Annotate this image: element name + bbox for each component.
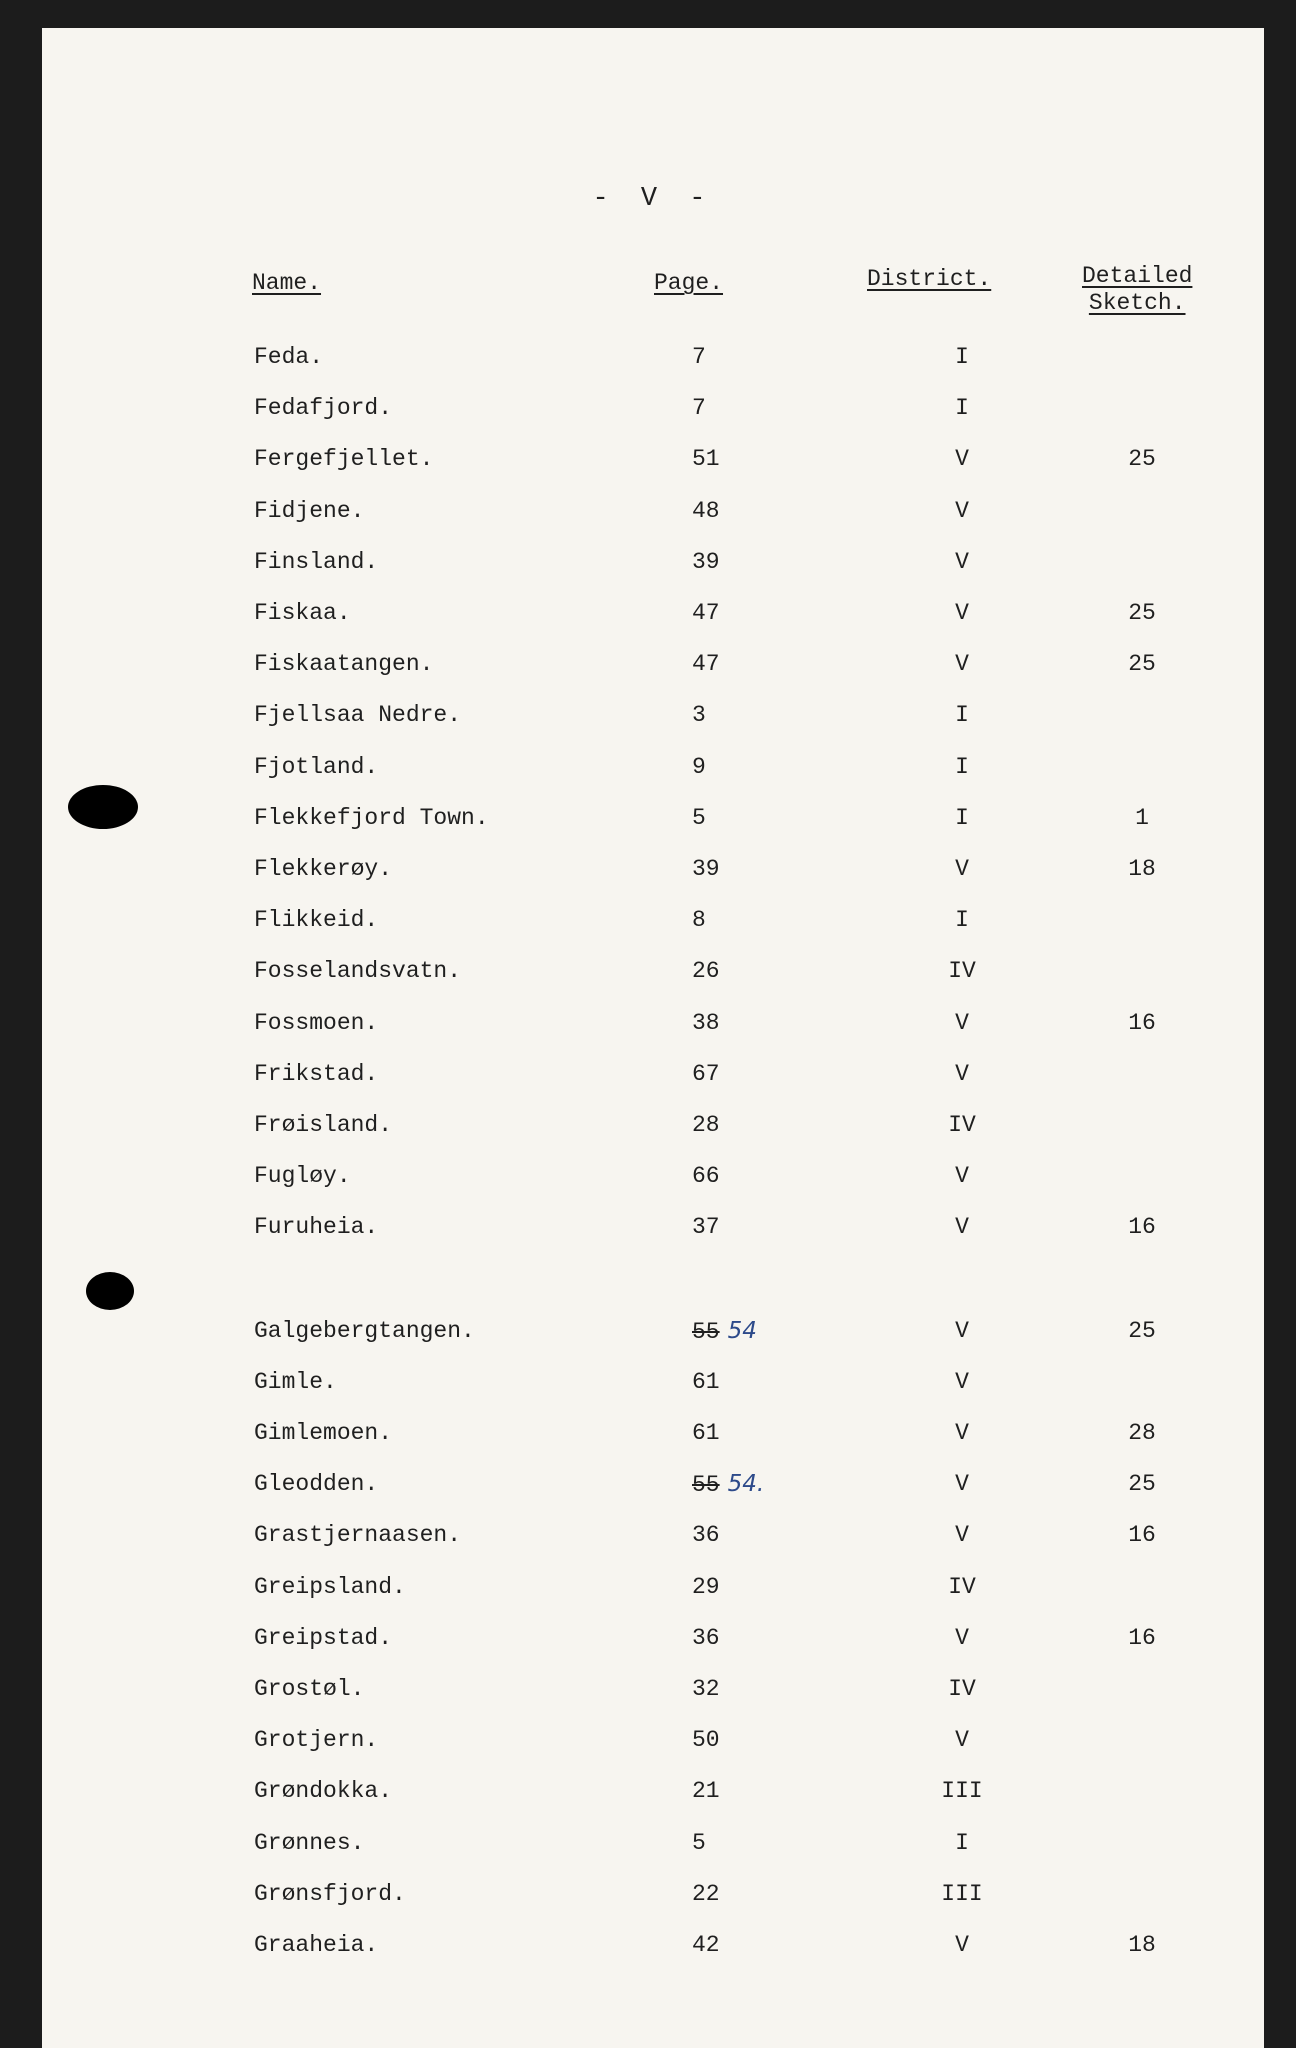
entry-page-number: 22 (692, 1881, 720, 1907)
entry-page (692, 596, 812, 630)
entry-detailed-sketch: 16 (1128, 1522, 1156, 1548)
entry-page (692, 647, 812, 681)
entry-district: V (955, 1420, 969, 1446)
document-page (42, 28, 1264, 2048)
entry-name: Fossmoen. (254, 1010, 379, 1036)
entry-page (692, 852, 812, 886)
entry-district: III (941, 1881, 983, 1907)
entry-name: Grøndokka. (254, 1778, 393, 1804)
entry-district: III (941, 1778, 983, 1804)
entry-district: I (955, 805, 969, 831)
entry-name: Frøisland. (254, 1112, 393, 1138)
entry-district: IV (948, 1574, 976, 1600)
entry-page-number: 39 (692, 549, 720, 575)
entry-name: Gimle. (254, 1369, 337, 1395)
entry-name: Grotjern. (254, 1727, 379, 1753)
entry-district: V (955, 1061, 969, 1087)
entry-detailed-sketch: 16 (1128, 1625, 1156, 1651)
entry-page (692, 1518, 812, 1552)
entry-district: V (955, 446, 969, 472)
table-row (42, 1159, 1264, 1193)
entry-district: V (955, 1318, 969, 1344)
entry-detailed-sketch: 16 (1128, 1010, 1156, 1036)
entry-page-number: 7 (692, 395, 706, 421)
entry-name: Greipsland. (254, 1574, 406, 1600)
entry-detailed-sketch: 18 (1128, 1932, 1156, 1958)
table-row (42, 596, 1264, 630)
entry-page (692, 1774, 812, 1808)
entry-name: Flikkeid. (254, 907, 379, 933)
entry-page (692, 1826, 812, 1860)
header-detailed-sketch (1082, 263, 1192, 317)
table-row (42, 903, 1264, 937)
entry-page (692, 391, 812, 425)
entry-detailed-sketch: 25 (1128, 1318, 1156, 1344)
entry-page (692, 442, 812, 476)
handwritten-page-correction: 54. (727, 1471, 765, 1497)
entry-detailed-sketch: 25 (1128, 600, 1156, 626)
entry-page (692, 1467, 812, 1502)
entry-page-number: 61 (692, 1420, 720, 1446)
entry-page (692, 954, 812, 988)
entry-page-number: 67 (692, 1061, 720, 1087)
table-row (42, 340, 1264, 374)
entry-district: V (955, 549, 969, 575)
entry-page-number: 39 (692, 856, 720, 882)
entry-page-number: 21 (692, 1778, 720, 1804)
entry-district: V (955, 498, 969, 524)
table-row (42, 442, 1264, 476)
table-row (42, 1621, 1264, 1655)
entry-page (692, 1928, 812, 1962)
entry-detailed-sketch: 1 (1135, 805, 1149, 831)
header-district: District. (867, 266, 992, 292)
entry-page-number: 61 (692, 1369, 720, 1395)
entry-page (692, 1210, 812, 1244)
table-row (42, 1210, 1264, 1244)
entry-detailed-sketch: 25 (1128, 1471, 1156, 1497)
table-row (42, 1314, 1264, 1348)
entry-name: Fiskaa. (254, 600, 351, 626)
entry-name: Grønsfjord. (254, 1881, 406, 1907)
entry-page-number: 36 (692, 1522, 720, 1548)
table-row (42, 1672, 1264, 1706)
entry-name: Fidjene. (254, 498, 365, 524)
table-row (42, 391, 1264, 425)
entry-page (692, 1416, 812, 1450)
table-row (42, 954, 1264, 988)
entry-detailed-sketch: 28 (1128, 1420, 1156, 1446)
header-sketch-line1: Detailed (1082, 263, 1193, 289)
entry-page (692, 1108, 812, 1142)
entry-name: Fjellsaa Nedre. (254, 702, 462, 728)
entry-page (692, 1877, 812, 1911)
entry-page (692, 340, 812, 374)
entry-name: Grastjernaasen. (254, 1522, 462, 1548)
table-row (42, 1570, 1264, 1604)
entry-district: I (955, 754, 969, 780)
entry-name: Fergefjellet. (254, 446, 434, 472)
entry-name: Galgebergtangen. (254, 1318, 475, 1344)
entry-page (692, 1006, 812, 1040)
entry-name: Fosselandsvatn. (254, 958, 462, 984)
entry-page-number: 29 (692, 1574, 720, 1600)
entry-name: Flekkefjord Town. (254, 805, 489, 831)
entry-name: Fiskaatangen. (254, 651, 434, 677)
entry-page-number: 26 (692, 958, 720, 984)
entry-page-number: 42 (692, 1932, 720, 1958)
entry-page-number: 36 (692, 1625, 720, 1651)
entry-district: IV (948, 958, 976, 984)
entry-page (692, 1365, 812, 1399)
table-row (42, 1467, 1264, 1501)
entry-name: Fedafjord. (254, 395, 393, 421)
entry-name: Finsland. (254, 549, 379, 575)
punch-hole-mark (68, 785, 138, 829)
entry-page-number: 8 (692, 907, 706, 933)
entry-district: IV (948, 1676, 976, 1702)
entry-district: V (955, 1010, 969, 1036)
entry-page (692, 1314, 812, 1349)
entry-district: I (955, 1830, 969, 1856)
entry-page (692, 1723, 812, 1757)
entry-page (692, 494, 812, 528)
entry-name: Fjotland. (254, 754, 379, 780)
entry-district: I (955, 395, 969, 421)
table-row (42, 1108, 1264, 1142)
table-row (42, 1774, 1264, 1808)
entry-detailed-sketch: 25 (1128, 651, 1156, 677)
entry-district: V (955, 1932, 969, 1958)
entry-name: Feda. (254, 344, 324, 370)
entry-detailed-sketch: 25 (1128, 446, 1156, 472)
entry-detailed-sketch: 16 (1128, 1214, 1156, 1240)
entry-name: Furuheia. (254, 1214, 379, 1240)
entry-district: V (955, 1727, 969, 1753)
entry-page (692, 1672, 812, 1706)
entry-page (692, 698, 812, 732)
table-row (42, 852, 1264, 886)
entry-district: V (955, 600, 969, 626)
entry-page-number: 55 (692, 1472, 720, 1498)
header-name: Name. (252, 270, 322, 296)
table-row (42, 1006, 1264, 1040)
entry-district: V (955, 1214, 969, 1240)
entry-name: Graaheia. (254, 1932, 379, 1958)
table-row (42, 494, 1264, 528)
entry-page-number: 37 (692, 1214, 720, 1240)
entry-district: V (955, 856, 969, 882)
header-page: Page. (654, 270, 724, 296)
entry-page-number: 51 (692, 446, 720, 472)
table-row (42, 1416, 1264, 1450)
entry-district: V (955, 651, 969, 677)
entry-name: Gimlemoen. (254, 1420, 393, 1446)
entry-page (692, 903, 812, 937)
entry-page (692, 1621, 812, 1655)
entry-page-number: 50 (692, 1727, 720, 1753)
entry-page-number: 32 (692, 1676, 720, 1702)
table-row (42, 750, 1264, 784)
entry-page-number: 7 (692, 344, 706, 370)
entry-name: Frikstad. (254, 1061, 379, 1087)
table-row (42, 1723, 1264, 1757)
entry-page (692, 1159, 812, 1193)
entry-page-number: 3 (692, 702, 706, 728)
entry-name: Flekkerøy. (254, 856, 393, 882)
table-row (42, 1518, 1264, 1552)
entry-district: V (955, 1625, 969, 1651)
entry-name: Grostøl. (254, 1676, 365, 1702)
entry-page (692, 545, 812, 579)
table-row (42, 545, 1264, 579)
entry-page (692, 801, 812, 835)
entry-page (692, 750, 812, 784)
table-row (42, 1365, 1264, 1399)
table-row (42, 1826, 1264, 1860)
entry-page-number: 9 (692, 754, 706, 780)
handwritten-page-correction: 54 (727, 1318, 757, 1344)
entry-district: I (955, 907, 969, 933)
entry-page-number: 47 (692, 651, 720, 677)
table-row (42, 1928, 1264, 1962)
entry-page (692, 1570, 812, 1604)
table-row (42, 1057, 1264, 1091)
entry-page-number: 28 (692, 1112, 720, 1138)
table-row (42, 647, 1264, 681)
entry-district: V (955, 1163, 969, 1189)
entry-name: Grønnes. (254, 1830, 365, 1856)
entry-name: Fugløy. (254, 1163, 351, 1189)
entry-page-number: 38 (692, 1010, 720, 1036)
entry-detailed-sketch: 18 (1128, 856, 1156, 882)
entry-page-number: 5 (692, 805, 706, 831)
entry-district: V (955, 1522, 969, 1548)
punch-hole-mark (86, 1272, 134, 1310)
table-row (42, 801, 1264, 835)
entry-district: IV (948, 1112, 976, 1138)
entry-district: V (955, 1471, 969, 1497)
table-row (42, 1877, 1264, 1911)
entry-district: V (955, 1369, 969, 1395)
entry-district: I (955, 702, 969, 728)
entry-page-number: 47 (692, 600, 720, 626)
header-sketch-line2: Sketch. (1088, 290, 1186, 316)
table-row (42, 698, 1264, 732)
entry-page-number: 55 (692, 1319, 720, 1345)
entry-page-number: 66 (692, 1163, 720, 1189)
entry-page-number: 5 (692, 1830, 706, 1856)
entry-page (692, 1057, 812, 1091)
entry-district: I (955, 344, 969, 370)
entry-name: Greipstad. (254, 1625, 393, 1651)
entry-page-number: 48 (692, 498, 720, 524)
page-marker: - V - (592, 184, 714, 214)
entry-name: Gleodden. (254, 1471, 379, 1497)
